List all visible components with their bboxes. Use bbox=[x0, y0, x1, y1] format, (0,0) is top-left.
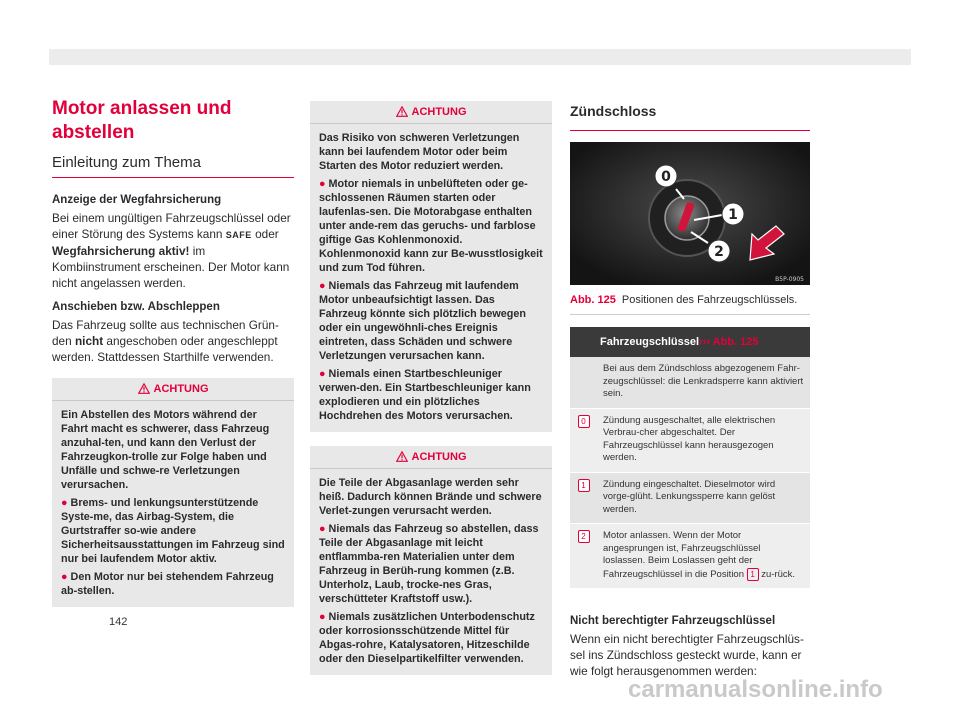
table-cell-text: Zündung ausgeschaltet, alle elektrischen Verbrau-cher abgeschaltet. Der Fahrzeugschlüssel kann herausgezogen werden. bbox=[597, 408, 810, 472]
warning-triangle-icon bbox=[138, 383, 150, 394]
warning-item: ● Niemals das Fahrzeug so abstellen, dass Teile der Abgasanlage mit leicht entflammba-ren Materialien unter dem Fahrzeug in Berüh-rung kommen (z.B. Unterholz, Laub, trocke-nes Gras, verschütteter Kraftstoff usw.). bbox=[319, 523, 539, 605]
section-title: Anschieben bzw. Abschleppen bbox=[52, 301, 220, 313]
table-row bbox=[570, 357, 810, 408]
column-middle bbox=[310, 101, 552, 675]
text-part: Motor anlassen. Wenn der Motor angesprungen ist, Fahrzeugschlüssel loslassen. Beim Loslassen geht der Fahrzeugschlüssel in die Position bbox=[603, 530, 761, 580]
table-cell-text: Zündung eingeschaltet. Dieselmotor wird vorge-glüht. Lenkungssperre kann gelöst werden. bbox=[597, 472, 810, 524]
position-badge-inline: 1 bbox=[747, 568, 759, 581]
text-part: zu-rück. bbox=[758, 568, 796, 580]
text-part: Bei einem ungültigen Fahrzeugschlüssel oder einer Störung des Systems kann bbox=[52, 211, 291, 241]
table-cell-num bbox=[570, 357, 597, 408]
warning-intro: Das Risiko von schweren Verletzungen kann bei laufendem Motor oder beim Starten des Motor reduziert werden. bbox=[319, 132, 520, 172]
section-title: Nicht berechtigter Fahrzeugschlüssel bbox=[570, 615, 776, 627]
position-badge: 0 bbox=[578, 415, 590, 428]
bold-text: Wegfahrsicherung aktiv! bbox=[52, 244, 190, 258]
subtitle: Einleitung zum Thema bbox=[52, 154, 201, 171]
position-badge: 2 bbox=[578, 530, 590, 543]
warning-item-text: Niemals das Fahrzeug so abstellen, dass Teile der Abgasanlage mit leicht entflammba-ren Materialien unter dem Fahrzeug in Berüh-rung kommen (z.B. Unterholz, Laub, trocke-nes Gras, verschütteter Kraftstoff usw.). bbox=[319, 523, 539, 605]
ignition-figure bbox=[570, 142, 810, 285]
warning-item-text: Niemals einen Startbeschleuniger verwen-den. Ein Startbeschleuniger kann explodieren und ein plötzliches Hochdrehen des Motors verursachen. bbox=[319, 368, 531, 422]
warning-body bbox=[310, 124, 552, 432]
section-towing bbox=[52, 300, 294, 365]
caption-text: Positionen des Fahrzeugschlüssels. bbox=[621, 294, 798, 306]
key-positions-table bbox=[570, 327, 810, 589]
table-row bbox=[570, 408, 810, 472]
warning-item-text: Niemals das Fahrzeug mit laufendem Motor unbeaufsichtigt lassen. Das Fahrzeug könnte sich plötzlich bewegen oder ein ungewöhnli-ches Ereignis eintreten, dass Schäden und schwere Verletzungen verursachen kann. bbox=[319, 280, 526, 362]
position-1-label: 1 bbox=[728, 207, 738, 223]
table-cell-text: Bei aus dem Zündschloss abgezogenem Fahr-zeugschlüssel: die Lenkradsperre kann aktiviert sein. bbox=[597, 357, 810, 408]
warning-label: ACHTUNG bbox=[411, 451, 467, 463]
column-left bbox=[52, 97, 294, 607]
text-part: Das Fahrzeug sollte aus technischen Grün-den bbox=[52, 318, 279, 348]
warning-label: ACHTUNG bbox=[411, 106, 467, 118]
top-band bbox=[49, 49, 911, 65]
caption-label: Abb. 125 bbox=[570, 294, 616, 306]
warning-item-text: Niemals zusätzlichen Unterbodenschutz oder korrosionsschützende Mittel für Abgas-rohre, Katalysatoren, Hitzeschilde oder den Dieselpartikelfilter verwenden. bbox=[319, 611, 535, 665]
warning-item-text: Den Motor nur bei stehendem Fahrzeug ab-stellen. bbox=[61, 571, 274, 597]
section-title: Anzeige der Wegfahrsicherung bbox=[52, 194, 222, 206]
warning-body bbox=[52, 401, 294, 607]
table-cell-text bbox=[597, 524, 810, 589]
warning-item-text: Motor niemals in unbelüfteten oder ge-schlossenen Räumen starten oder laufenlas-sen. Die Motorabgase enthalten unter ande-rem das geruchs- und farblose giftige Gas Kohlenmonoxid. Kohlenmonoxid kann zur Be-wusstlosigkeit und zum Tod führen. bbox=[319, 178, 543, 274]
safe-symbol: SAFE bbox=[225, 230, 252, 240]
position-2-label: 2 bbox=[714, 244, 724, 260]
warning-header bbox=[310, 101, 552, 124]
page-title: Motor anlassen und abstellen bbox=[52, 98, 232, 143]
column-right bbox=[570, 101, 810, 679]
text-part: im Kombiinstrument erscheinen. Der Motor kann nicht angelassen werden. bbox=[52, 244, 290, 290]
warning-item-text: Brems- und lenkungsunterstützende Syste-me, das Airbag-System, die Gurtstraffer so-wie andere Sicherheitsausstattungen im Fahrzeug sind nur bei laufendem Motor aktiv. bbox=[61, 497, 285, 565]
warning-label: ACHTUNG bbox=[153, 383, 209, 395]
figure-caption bbox=[570, 293, 810, 315]
warning-box bbox=[310, 101, 552, 432]
position-badge: 1 bbox=[578, 479, 590, 492]
warning-header bbox=[52, 378, 294, 401]
warning-item: ● Den Motor nur bei stehendem Fahrzeug ab-stellen. bbox=[61, 571, 274, 597]
table-row bbox=[570, 472, 810, 524]
section-text bbox=[52, 317, 294, 365]
warning-item: ● Brems- und lenkungsunterstützende Syste-me, das Airbag-System, die Gurtstraffer so-wie andere Sicherheitsausstattungen im Fahrzeug sind nur bei laufendem Motor aktiv. bbox=[61, 497, 285, 565]
section-title-block bbox=[570, 101, 810, 131]
warning-item: ● Motor niemals in unbelüfteten oder ge-schlossenen Räumen starten oder laufenlas-sen. Die Motorabgase enthalten unter ande-rem das geruchs- und farblose giftige Gas Kohlenmonoxid. Kohlenmonoxid kann zur Be-wusstlosigkeit und zum Tod führen. bbox=[319, 178, 543, 274]
watermark: carmanualsonline.info bbox=[628, 676, 883, 703]
warning-triangle-icon bbox=[396, 451, 408, 462]
position-0-label: 0 bbox=[661, 169, 671, 185]
section-title: Zündschloss bbox=[570, 103, 657, 119]
warning-item: ● Niemals einen Startbeschleuniger verwen-den. Ein Startbeschleuniger kann explodieren und ein plötzliches Hochdrehen des Motors verursachen. bbox=[319, 368, 531, 422]
section-immobilizer bbox=[52, 193, 294, 291]
warning-triangle-icon bbox=[396, 106, 408, 117]
table-cell-num bbox=[570, 408, 597, 472]
section-text: Wenn ein nicht berechtigter Fahrzeugschlüs-sel ins Zündschloss gesteckt wurde, kann er wie folgt herausgenommen werden: bbox=[570, 632, 804, 678]
warning-item: ● Niemals das Fahrzeug mit laufendem Motor unbeaufsichtigt lassen. Das Fahrzeug könnte sich plötzlich bewegen oder ein ungewöhnli-ches Ereignis eintreten, dass Schäden und schwere Verletzungen verursachen kann. bbox=[319, 280, 526, 362]
warning-box bbox=[310, 446, 552, 675]
warning-intro: Die Teile der Abgasanlage werden sehr heiß. Dadurch können Brände und schwere Verlet-zungen verursacht werden. bbox=[319, 477, 542, 517]
table-header-row bbox=[570, 327, 810, 357]
table-header bbox=[570, 327, 810, 357]
section-text bbox=[52, 210, 294, 291]
table-row bbox=[570, 524, 810, 589]
warning-intro: Ein Abstellen des Motors während der Fahrt macht es schwerer, dass Fahrzeug anzuhal-ten, und kann den Verlust der Fahrzeugkon-trolle zur Folge haben und Unfälle und schwe-re Verletzungen verursachen. bbox=[61, 409, 270, 491]
figure-code: B5P-0905 bbox=[775, 276, 804, 283]
warning-item: ● Niemals zusätzlichen Unterbodenschutz oder korrosionsschützende Mittel für Abgas-rohre, Katalysatoren, Hitzeschilde oder den Dieselpartikelfilter verwenden. bbox=[319, 611, 535, 665]
text-part: oder bbox=[251, 227, 279, 241]
table-cell-num bbox=[570, 472, 597, 524]
figure-reference-link[interactable]: ››› Abb. 125 bbox=[699, 335, 759, 348]
warning-body bbox=[310, 469, 552, 675]
bold-text: nicht bbox=[74, 334, 104, 348]
subtitle-block bbox=[52, 153, 294, 178]
section-unauthorized-key bbox=[570, 614, 810, 679]
table-cell-num bbox=[570, 524, 597, 589]
warning-box bbox=[52, 378, 294, 607]
table-header-text: Fahrzeugschlüssel bbox=[600, 335, 700, 348]
text-part: angeschoben oder angeschleppt werden. Stattdessen Starthilfe verwenden. bbox=[52, 334, 278, 364]
warning-header bbox=[310, 446, 552, 469]
ignition-lock-image bbox=[570, 142, 810, 285]
page-number: 142 bbox=[109, 616, 128, 628]
